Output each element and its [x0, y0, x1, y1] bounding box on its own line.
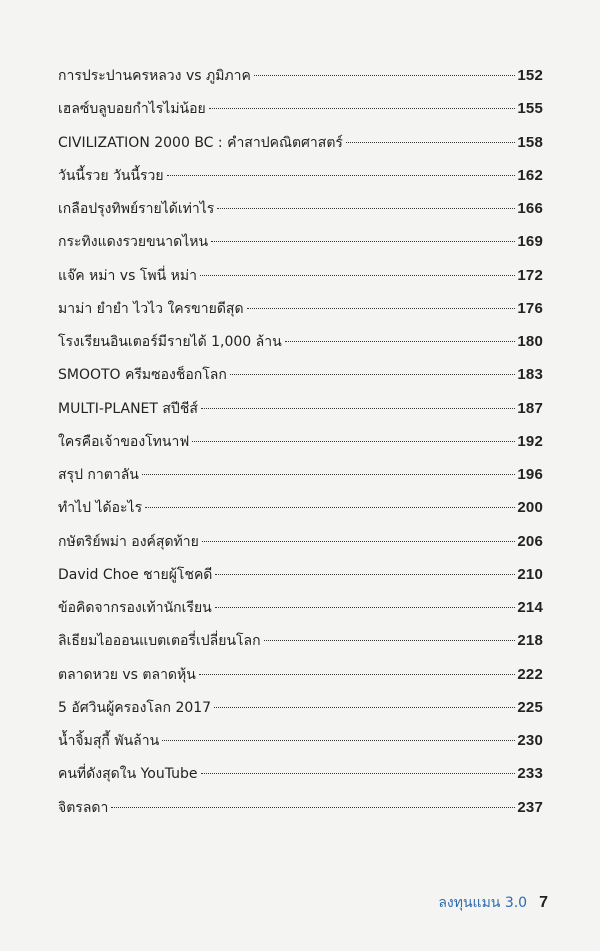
toc-entry-page: 233 [517, 765, 543, 783]
toc-entry[interactable] [58, 64, 543, 97]
dot-leader [217, 208, 515, 209]
toc-entry[interactable] [58, 596, 543, 629]
toc-entry[interactable] [58, 530, 543, 563]
toc-entry[interactable] [58, 197, 543, 230]
toc-entry[interactable] [58, 131, 543, 164]
toc-entry-page: 155 [517, 100, 543, 118]
toc-entry-page: 180 [517, 333, 543, 350]
dot-leader [201, 408, 515, 409]
toc-entry[interactable] [58, 729, 543, 762]
toc-entry-page: 214 [517, 599, 543, 616]
toc-entry-title: น้ำจิ้มสุกี้ พันล้าน [58, 733, 160, 749]
toc-entry-page: 152 [517, 67, 543, 84]
dot-leader [346, 142, 515, 143]
dot-leader [111, 807, 515, 808]
toc-entry-title: คนที่ดังสุดใน YouTube [58, 766, 198, 783]
dot-leader [285, 341, 516, 342]
toc-entry-title: วันนี้รวย วันนี้รวย [58, 167, 164, 184]
toc-entry-page: 183 [517, 366, 543, 384]
dot-leader [202, 541, 516, 542]
toc-entry-title: SMOOTO ครีมซองช็อกโลก [58, 367, 227, 384]
toc-entry-title: กระทิงแดงรวยขนาดไหน [58, 234, 209, 251]
toc-entry[interactable] [58, 629, 543, 662]
toc-entry-page: 237 [517, 798, 543, 816]
dot-leader [192, 441, 515, 442]
dot-leader [201, 773, 516, 774]
dot-leader [209, 108, 516, 109]
page-number: 7 [539, 894, 548, 911]
toc-entry-page: 210 [517, 565, 543, 583]
toc-entry-title: เกลือปรุงทิพย์รายได้เท่าไร [58, 201, 215, 217]
toc-entry-page: 166 [517, 200, 543, 217]
toc-entry[interactable] [58, 164, 543, 197]
toc-entry[interactable] [58, 363, 543, 396]
dot-leader [215, 607, 516, 608]
dot-leader [145, 507, 515, 508]
toc-entry-page: 206 [517, 532, 543, 550]
toc-entry-title: ใครคือเจ้าของโทนาฟ [58, 433, 190, 450]
dot-leader [214, 707, 515, 708]
table-of-contents [58, 64, 543, 829]
toc-entry-title: MULTI-PLANET สปีชีส์ [58, 400, 198, 417]
toc-entry-title: ทำไป ได้อะไร [58, 500, 143, 517]
toc-entry-page: 169 [517, 233, 543, 251]
toc-entry[interactable] [58, 97, 543, 130]
toc-entry-page: 222 [517, 665, 543, 683]
dot-leader [211, 241, 515, 242]
toc-entry[interactable] [58, 796, 543, 829]
toc-entry[interactable] [58, 696, 543, 729]
toc-entry-title: CIVILIZATION 2000 BC : คำสาปคณิตศาสตร์ [58, 134, 343, 151]
toc-entry-page: 200 [517, 499, 543, 517]
toc-entry[interactable] [58, 496, 543, 529]
dot-leader [199, 674, 516, 675]
toc-entry-title: กษัตริย์พม่า องค์สุดท้าย [58, 533, 199, 550]
toc-entry-title: มาม่า ยำยำ ไวไว ใครขายดีสุด [58, 300, 244, 317]
toc-entry-page: 176 [517, 299, 543, 317]
page-footer [438, 892, 548, 914]
toc-entry-page: 162 [517, 166, 543, 184]
toc-entry[interactable] [58, 663, 543, 696]
toc-entry[interactable] [58, 297, 543, 330]
toc-entry-title: David Choe ชายผู้โชคดี [58, 566, 213, 583]
dot-leader [200, 275, 515, 276]
toc-entry[interactable] [58, 230, 543, 263]
book-title: ลงทุนแมน 3.0 [438, 895, 528, 911]
toc-entry-title: แจ๊ค หม่า vs โพนี่ หม่า [58, 267, 197, 284]
toc-entry-title: ลิเธียมไอออนแบตเตอรี่เปลี่ยนโลก [58, 633, 261, 650]
toc-entry-title: 5 อัศวินผู้ครองโลก 2017 [58, 699, 212, 716]
dot-leader [254, 75, 515, 76]
toc-entry[interactable] [58, 762, 543, 795]
toc-entry-page: 187 [517, 399, 543, 417]
toc-entry-page: 196 [517, 466, 543, 483]
toc-entry-title: การประปานครหลวง vs ภูมิภาค [58, 68, 251, 84]
toc-entry[interactable] [58, 563, 543, 596]
toc-entry-title: เฮลซ์บลูบอยกำไรไม่น้อย [58, 101, 206, 118]
toc-entry-title: ตลาดหวย vs ตลาดหุ้น [58, 666, 196, 683]
dot-leader [142, 474, 516, 475]
dot-leader [215, 574, 515, 575]
toc-entry[interactable] [58, 264, 543, 297]
dot-leader [247, 308, 516, 309]
toc-entry-page: 225 [517, 698, 543, 716]
toc-entry-page: 230 [517, 732, 543, 749]
dot-leader [264, 640, 516, 641]
toc-entry[interactable] [58, 463, 543, 496]
dot-leader [162, 740, 515, 741]
toc-entry-page: 172 [517, 266, 543, 284]
toc-entry[interactable] [58, 397, 543, 430]
toc-entry-page: 192 [517, 432, 543, 450]
dot-leader [230, 374, 516, 375]
toc-entry-title: ข้อคิดจากรองเท้านักเรียน [58, 600, 212, 616]
toc-entry-title: สรุป กาตาลัน [58, 467, 139, 483]
dot-leader [167, 175, 516, 176]
toc-entry-page: 158 [517, 133, 543, 151]
toc-entry-title: จิตรลดา [58, 799, 109, 816]
toc-entry[interactable] [58, 430, 543, 463]
toc-entry[interactable] [58, 330, 543, 363]
toc-entry-page: 218 [517, 632, 543, 650]
toc-entry-title: โรงเรียนอินเตอร์มีรายได้ 1,000 ล้าน [58, 334, 282, 350]
